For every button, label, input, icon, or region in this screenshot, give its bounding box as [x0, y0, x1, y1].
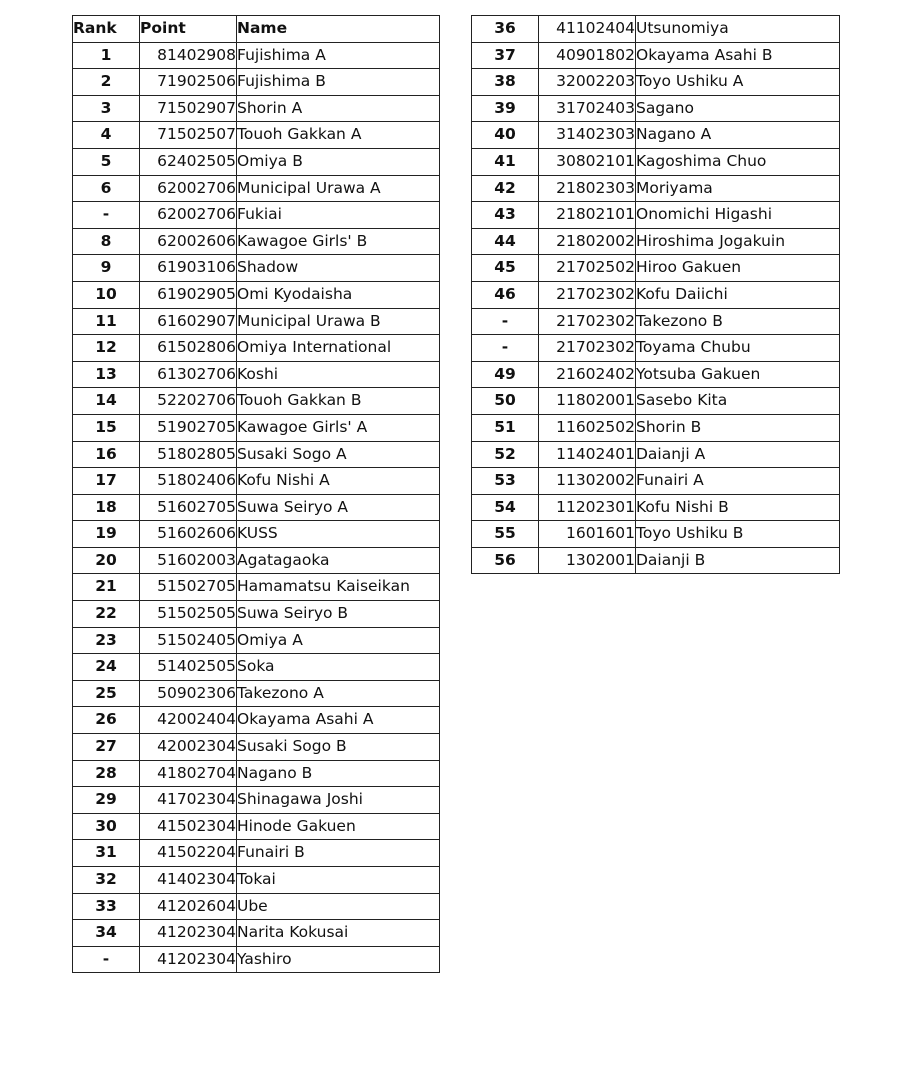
school-name-cell: Omiya A	[237, 627, 440, 654]
school-name-cell: Touoh Gakkan B	[237, 388, 440, 415]
point-cell: 41402304	[140, 867, 237, 894]
rank-cell: 31	[73, 840, 140, 867]
rank-cell: 16	[73, 441, 140, 468]
school-name-cell: Kofu Nishi B	[636, 494, 840, 521]
rank-cell: 39	[472, 95, 539, 122]
point-cell: 51502705	[140, 574, 237, 601]
point-cell: 71902506	[140, 69, 237, 96]
school-name-cell: Municipal Urawa A	[237, 175, 440, 202]
table-row	[73, 627, 440, 654]
point-cell: 51602003	[140, 547, 237, 574]
rank-cell: 54	[472, 494, 539, 521]
rank-column-header: Rank	[73, 16, 140, 43]
school-name-cell: Fujishima B	[237, 69, 440, 96]
rank-cell: 34	[73, 920, 140, 947]
point-cell: 11802001	[539, 388, 636, 415]
school-name-cell: Shorin A	[237, 95, 440, 122]
point-cell: 41802704	[140, 760, 237, 787]
table-row	[73, 813, 440, 840]
school-name-cell: Toyo Ushiku A	[636, 69, 840, 96]
school-name-cell: Shorin B	[636, 414, 840, 441]
point-cell: 21702302	[539, 308, 636, 335]
point-cell: 31402303	[539, 122, 636, 149]
school-name-cell: Toyama Chubu	[636, 335, 840, 362]
rank-cell: 38	[472, 69, 539, 96]
table-row	[472, 175, 840, 202]
rank-cell: 46	[472, 281, 539, 308]
table-row	[73, 893, 440, 920]
point-cell: 62002706	[140, 175, 237, 202]
point-cell: 41202304	[140, 920, 237, 947]
point-cell: 61902905	[140, 281, 237, 308]
ranking-rows-left	[73, 42, 440, 973]
school-name-cell: Nagano A	[636, 122, 840, 149]
school-name-cell: Suwa Seiryo A	[237, 494, 440, 521]
table-row	[73, 361, 440, 388]
point-cell: 41202304	[140, 946, 237, 973]
table-row	[73, 840, 440, 867]
school-name-cell: Utsunomiya	[636, 16, 840, 43]
point-cell: 21802101	[539, 202, 636, 229]
point-cell: 1601601	[539, 521, 636, 548]
school-name-cell: Omiya B	[237, 148, 440, 175]
school-name-cell: Funairi A	[636, 468, 840, 495]
table-row	[472, 414, 840, 441]
table-row	[472, 16, 840, 43]
table-row	[73, 601, 440, 628]
school-name-cell: Onomichi Higashi	[636, 202, 840, 229]
name-column-header: Name	[237, 16, 440, 43]
table-row	[73, 707, 440, 734]
table-row	[73, 946, 440, 973]
table-row	[472, 388, 840, 415]
rank-cell: 1	[73, 42, 140, 69]
point-cell: 42002404	[140, 707, 237, 734]
rank-cell: 55	[472, 521, 539, 548]
school-name-cell: KUSS	[237, 521, 440, 548]
table-row	[73, 680, 440, 707]
school-name-cell: Koshi	[237, 361, 440, 388]
point-cell: 21702302	[539, 335, 636, 362]
table-row	[472, 255, 840, 282]
school-name-cell: Takezono B	[636, 308, 840, 335]
rank-cell: 19	[73, 521, 140, 548]
rank-cell: 33	[73, 893, 140, 920]
table-row	[73, 122, 440, 149]
point-cell: 21802002	[539, 228, 636, 255]
rank-cell: 53	[472, 468, 539, 495]
rank-cell: 28	[73, 760, 140, 787]
point-cell: 52202706	[140, 388, 237, 415]
table-row	[73, 521, 440, 548]
table-row	[73, 388, 440, 415]
ranking-rows-right	[472, 16, 840, 574]
rank-cell: 25	[73, 680, 140, 707]
rank-cell: 44	[472, 228, 539, 255]
rank-cell: 14	[73, 388, 140, 415]
table-row	[472, 95, 840, 122]
school-name-cell: Okayama Asahi A	[237, 707, 440, 734]
school-name-cell: Omiya International	[237, 335, 440, 362]
point-cell: 51902705	[140, 414, 237, 441]
school-name-cell: Takezono A	[237, 680, 440, 707]
school-name-cell: Daianji A	[636, 441, 840, 468]
rank-cell: 49	[472, 361, 539, 388]
rank-cell: 40	[472, 122, 539, 149]
table-row	[73, 69, 440, 96]
rank-cell: 17	[73, 468, 140, 495]
point-cell: 21602402	[539, 361, 636, 388]
table-row	[73, 148, 440, 175]
point-cell: 21702302	[539, 281, 636, 308]
table-row	[73, 920, 440, 947]
point-cell: 51802406	[140, 468, 237, 495]
point-cell: 30802101	[539, 148, 636, 175]
table-row	[73, 281, 440, 308]
table-row	[73, 468, 440, 495]
school-name-cell: Hiroo Gakuen	[636, 255, 840, 282]
table-row	[472, 335, 840, 362]
table-row	[472, 281, 840, 308]
table-row	[73, 734, 440, 761]
point-cell: 41202604	[140, 893, 237, 920]
table-row	[73, 867, 440, 894]
school-name-cell: Daianji B	[636, 547, 840, 574]
rank-cell: -	[472, 308, 539, 335]
rank-cell: 29	[73, 787, 140, 814]
rank-cell: 10	[73, 281, 140, 308]
school-name-cell: Kawagoe Girls' B	[237, 228, 440, 255]
point-cell: 11302002	[539, 468, 636, 495]
rank-cell: -	[73, 202, 140, 229]
point-cell: 21702502	[539, 255, 636, 282]
school-name-cell: Agatagaoka	[237, 547, 440, 574]
ranking-table-right	[471, 15, 840, 574]
rank-cell: 27	[73, 734, 140, 761]
rank-cell: 50	[472, 388, 539, 415]
table-row	[73, 255, 440, 282]
school-name-cell: Fujishima A	[237, 42, 440, 69]
point-cell: 41502204	[140, 840, 237, 867]
school-name-cell: Ube	[237, 893, 440, 920]
rank-cell: 18	[73, 494, 140, 521]
rank-cell: 41	[472, 148, 539, 175]
school-name-cell: Moriyama	[636, 175, 840, 202]
table-row	[73, 335, 440, 362]
school-name-cell: Soka	[237, 654, 440, 681]
table-row	[73, 574, 440, 601]
point-cell: 50902306	[140, 680, 237, 707]
school-name-cell: Hamamatsu Kaiseikan	[237, 574, 440, 601]
school-name-cell: Funairi B	[237, 840, 440, 867]
table-row	[472, 42, 840, 69]
table-row	[472, 202, 840, 229]
ranking-table-left	[72, 15, 440, 973]
school-name-cell: Kofu Nishi A	[237, 468, 440, 495]
table-row	[472, 308, 840, 335]
school-name-cell: Fukiai	[237, 202, 440, 229]
school-name-cell: Municipal Urawa B	[237, 308, 440, 335]
table-row	[73, 547, 440, 574]
point-cell: 81402908	[140, 42, 237, 69]
point-cell: 61502806	[140, 335, 237, 362]
point-cell: 61903106	[140, 255, 237, 282]
table-row	[472, 69, 840, 96]
table-row	[73, 95, 440, 122]
rank-cell: 36	[472, 16, 539, 43]
table-row	[73, 308, 440, 335]
point-cell: 61602907	[140, 308, 237, 335]
table-row	[73, 494, 440, 521]
table-row	[472, 521, 840, 548]
rank-cell: 52	[472, 441, 539, 468]
rank-cell: 12	[73, 335, 140, 362]
point-cell: 71502507	[140, 122, 237, 149]
point-cell: 42002304	[140, 734, 237, 761]
school-name-cell: Hinode Gakuen	[237, 813, 440, 840]
point-cell: 11402401	[539, 441, 636, 468]
school-name-cell: Susaki Sogo A	[237, 441, 440, 468]
rank-cell: 26	[73, 707, 140, 734]
point-cell: 62002706	[140, 202, 237, 229]
rank-cell: 2	[73, 69, 140, 96]
point-cell: 62002606	[140, 228, 237, 255]
point-cell: 51402505	[140, 654, 237, 681]
school-name-cell: Susaki Sogo B	[237, 734, 440, 761]
rank-cell: 37	[472, 42, 539, 69]
table-row	[472, 122, 840, 149]
rank-cell: 3	[73, 95, 140, 122]
rank-cell: 4	[73, 122, 140, 149]
point-cell: 1302001	[539, 547, 636, 574]
rank-cell: 11	[73, 308, 140, 335]
school-name-cell: Kagoshima Chuo	[636, 148, 840, 175]
point-cell: 41102404	[539, 16, 636, 43]
rank-cell: 24	[73, 654, 140, 681]
school-name-cell: Tokai	[237, 867, 440, 894]
school-name-cell: Hiroshima Jogakuin	[636, 228, 840, 255]
school-name-cell: Sagano	[636, 95, 840, 122]
rank-cell: 20	[73, 547, 140, 574]
table-row	[73, 760, 440, 787]
rank-cell: 6	[73, 175, 140, 202]
school-name-cell: Sasebo Kita	[636, 388, 840, 415]
table-row	[73, 654, 440, 681]
rank-cell: 21	[73, 574, 140, 601]
table-row	[73, 787, 440, 814]
rank-cell: 13	[73, 361, 140, 388]
rank-cell: 43	[472, 202, 539, 229]
rank-cell: 51	[472, 414, 539, 441]
school-name-cell: Omi Kyodaisha	[237, 281, 440, 308]
rank-cell: -	[73, 946, 140, 973]
point-cell: 31702403	[539, 95, 636, 122]
point-cell: 41502304	[140, 813, 237, 840]
point-cell: 11602502	[539, 414, 636, 441]
school-name-cell: Nagano B	[237, 760, 440, 787]
point-cell: 51502405	[140, 627, 237, 654]
rank-cell: 15	[73, 414, 140, 441]
school-name-cell: Yashiro	[237, 946, 440, 973]
table-row	[73, 42, 440, 69]
point-column-header: Point	[140, 16, 237, 43]
table-row	[472, 494, 840, 521]
school-name-cell: Touoh Gakkan A	[237, 122, 440, 149]
school-name-cell: Shadow	[237, 255, 440, 282]
rank-cell: 42	[472, 175, 539, 202]
point-cell: 51602705	[140, 494, 237, 521]
school-name-cell: Narita Kokusai	[237, 920, 440, 947]
rank-cell: 45	[472, 255, 539, 282]
point-cell: 11202301	[539, 494, 636, 521]
header-row	[73, 16, 440, 43]
point-cell: 61302706	[140, 361, 237, 388]
point-cell: 40901802	[539, 42, 636, 69]
table-row	[472, 148, 840, 175]
table-row	[472, 468, 840, 495]
rank-cell: 56	[472, 547, 539, 574]
point-cell: 71502907	[140, 95, 237, 122]
table-row	[73, 441, 440, 468]
table-row	[472, 361, 840, 388]
point-cell: 41702304	[140, 787, 237, 814]
table-row	[472, 441, 840, 468]
school-name-cell: Yotsuba Gakuen	[636, 361, 840, 388]
school-name-cell: Okayama Asahi B	[636, 42, 840, 69]
point-cell: 51502505	[140, 601, 237, 628]
rank-cell: 8	[73, 228, 140, 255]
point-cell: 62402505	[140, 148, 237, 175]
point-cell: 51602606	[140, 521, 237, 548]
table-row	[73, 175, 440, 202]
rank-cell: 22	[73, 601, 140, 628]
school-name-cell: Suwa Seiryo B	[237, 601, 440, 628]
school-name-cell: Shinagawa Joshi	[237, 787, 440, 814]
table-row	[472, 547, 840, 574]
school-name-cell: Toyo Ushiku B	[636, 521, 840, 548]
rank-cell: 9	[73, 255, 140, 282]
school-name-cell: Kofu Daiichi	[636, 281, 840, 308]
rank-cell: 23	[73, 627, 140, 654]
point-cell: 21802303	[539, 175, 636, 202]
rank-cell: 5	[73, 148, 140, 175]
table-row	[73, 228, 440, 255]
table-row	[73, 202, 440, 229]
point-cell: 51802805	[140, 441, 237, 468]
rank-cell: 32	[73, 867, 140, 894]
school-name-cell: Kawagoe Girls' A	[237, 414, 440, 441]
rank-cell: -	[472, 335, 539, 362]
table-row	[73, 414, 440, 441]
table-row	[472, 228, 840, 255]
point-cell: 32002203	[539, 69, 636, 96]
rank-cell: 30	[73, 813, 140, 840]
